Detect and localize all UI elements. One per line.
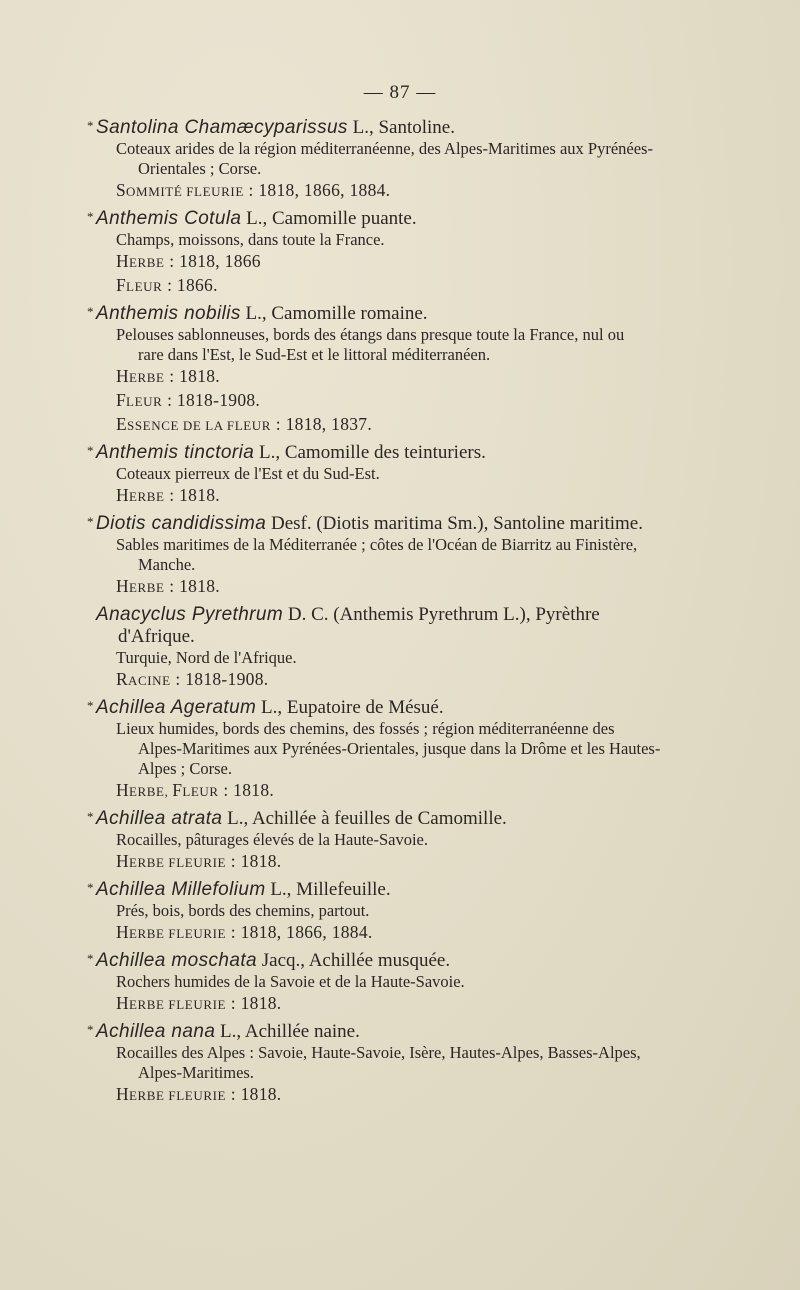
common-name: L., Santoline. [347, 117, 455, 138]
record-years: : 1818, 1866, 1884. [243, 180, 391, 200]
record-years: : 1818. [226, 993, 282, 1013]
record-years: : 1818. [164, 576, 220, 596]
latin-name: Anthemis tinctoria [96, 442, 255, 463]
record-part: ERBE FLEURIE [128, 855, 227, 870]
record-initial: H [116, 922, 129, 942]
entry-title [87, 303, 706, 325]
habitat-line: Champs, moissons, dans toute la France. [116, 230, 385, 249]
star-mark: * [87, 880, 94, 895]
record-line [96, 389, 706, 413]
common-name: L., Camomille romaine. [240, 303, 428, 324]
habitat-line: Rocailles, pâturages élevés de la Haute-Savoie. [116, 830, 429, 849]
record-initial: H [116, 1084, 129, 1104]
record-initial: F [116, 390, 127, 410]
record-part: ERBE [128, 580, 165, 595]
habitat-line: Rochers humides de la Savoie et de la Haute-Savoie. [116, 972, 465, 991]
record-line [96, 575, 706, 599]
record-initial: F [172, 780, 183, 800]
common-name: D. C. (Anthemis Pyrethrum L.), Pyrèthre [283, 604, 600, 625]
record-initial: F [116, 275, 127, 295]
record-years: : 1818. [226, 851, 282, 871]
plant-entry [87, 697, 706, 803]
plant-entry [87, 808, 706, 874]
latin-name: Achillea atrata [96, 808, 223, 829]
star-mark: * [87, 809, 94, 824]
title-continuation: d'Afrique. [118, 626, 195, 647]
common-name: L., Achillée à feuilles de Camomille. [222, 808, 507, 829]
plant-entry [87, 442, 706, 508]
latin-name: Anthemis Cotula [96, 208, 242, 229]
record-years: : 1818, 1866 [164, 251, 261, 271]
star-mark: * [87, 951, 94, 966]
record-part: ERBE [128, 370, 165, 385]
record-part: LEUR [182, 784, 219, 799]
habitat-description [96, 648, 706, 668]
habitat-line: Manche. [138, 555, 196, 574]
record-part: ERBE [128, 255, 165, 270]
star-mark: * [87, 118, 94, 133]
record-initial: S [116, 180, 127, 200]
latin-name: Achillea nana [96, 1021, 216, 1042]
record-initial: H [116, 576, 129, 596]
habitat-line: Alpes-Maritimes aux Pyrénées-Orientales, jusque dans la Drôme et les Hautes- [138, 739, 661, 758]
latin-name: Achillea Ageratum [96, 697, 257, 718]
latin-name: Diotis candidissima [96, 513, 267, 534]
habitat-line: Turquie, Nord de l'Afrique. [116, 648, 297, 667]
habitat-line: Alpes ; Corse. [138, 759, 232, 778]
entry-title [96, 604, 706, 648]
record-line [96, 779, 706, 803]
star-mark: * [87, 514, 94, 529]
star-mark: * [87, 304, 94, 319]
record-years: : 1818. [218, 780, 275, 800]
record-years: : 1818-1908. [162, 390, 261, 410]
common-name: L., Camomille puante. [241, 208, 417, 229]
latin-name: Achillea Millefolium [96, 879, 266, 900]
plant-entry [87, 513, 706, 599]
record-years: : 1818. [164, 366, 220, 386]
common-name: Desf. (Diotis maritima Sm.), Santoline maritime. [266, 513, 643, 534]
habitat-description [96, 230, 706, 250]
record-line [96, 413, 706, 437]
record-line [96, 668, 706, 692]
record-part: ACINE [127, 673, 171, 688]
habitat-line: Lieux humides, bords des chemins, des fossés ; région méditerranéenne des [116, 719, 615, 738]
habitat-line: Coteaux pierreux de l'Est et du Sud-Est. [116, 464, 380, 483]
habitat-description [96, 464, 706, 484]
common-name: L., Eupatoire de Mésué. [256, 697, 444, 718]
record-initial: H [116, 780, 129, 800]
record-line [96, 992, 706, 1016]
habitat-line: Pelouses sablonneuses, bords des étangs dans presque toute la France, nul ou [116, 325, 625, 344]
record-part: OMMITÉ FLEURIE [126, 184, 244, 199]
plant-entry [96, 604, 706, 692]
common-name: L., Camomille des teinturiers. [254, 442, 486, 463]
habitat-line: Alpes-Maritimes. [138, 1063, 254, 1082]
record-years: : 1818. [226, 1084, 282, 1104]
record-line [96, 250, 706, 274]
record-line [96, 921, 706, 945]
entry-title [87, 697, 706, 719]
record-part: ERBE [128, 489, 165, 504]
record-part: LEUR [126, 279, 163, 294]
record-initial: E [116, 414, 127, 434]
entry-title [87, 950, 706, 972]
plant-entry [87, 1021, 706, 1107]
record-part: LEUR [126, 394, 163, 409]
star-mark: * [87, 443, 94, 458]
record-part: SSENCE DE LA FLEUR [127, 418, 272, 433]
record-years: : 1818. [164, 485, 220, 505]
habitat-description [96, 719, 706, 779]
entry-title [87, 208, 706, 230]
habitat-description [96, 972, 706, 992]
record-initial: R [116, 669, 128, 689]
record-years: : 1818, 1837. [271, 414, 373, 434]
habitat-line: rare dans l'Est, le Sud-Est et le littoral méditerranéen. [138, 345, 491, 364]
plant-entry [87, 208, 706, 298]
entry-title [87, 442, 706, 464]
record-years: : 1818-1908. [170, 669, 269, 689]
latin-name: Anacyclus Pyrethrum [96, 604, 284, 625]
entry-title [87, 879, 706, 901]
plant-entry [87, 950, 706, 1016]
record-part: ERBE FLEURIE [128, 997, 227, 1012]
habitat-description [96, 325, 706, 365]
habitat-description [96, 830, 706, 850]
habitat-line: Prés, bois, bords des chemins, partout. [116, 901, 370, 920]
page-number: — 87 — [363, 82, 437, 103]
record-initial: H [116, 366, 129, 386]
record-line [96, 179, 706, 203]
entry-title [87, 117, 706, 139]
plant-entry [87, 879, 706, 945]
record-line [96, 1083, 706, 1107]
record-initial: H [116, 251, 129, 271]
habitat-line: Rocailles des Alpes : Savoie, Haute-Savoie, Isère, Hautes-Alpes, Basses-Alpes, [116, 1043, 641, 1062]
common-name: Jacq., Achillée musquée. [257, 950, 451, 971]
record-line [96, 274, 706, 298]
record-part: ERBE FLEURIE [128, 926, 227, 941]
habitat-description [96, 535, 706, 575]
common-name: L., Achillée naine. [215, 1021, 360, 1042]
latin-name: Santolina Chamæcyparissus [96, 117, 348, 138]
habitat-description [96, 139, 706, 179]
record-line [96, 365, 706, 389]
record-years: : 1866. [162, 275, 218, 295]
record-years: : 1818, 1866, 1884. [226, 922, 373, 942]
star-mark: * [87, 1022, 94, 1037]
star-mark: * [87, 209, 94, 224]
latin-name: Anthemis nobilis [96, 303, 241, 324]
habitat-description [96, 1043, 706, 1083]
record-initial: H [116, 851, 129, 871]
habitat-line: Coteaux arides de la région méditerranéenne, des Alpes-Maritimes aux Pyrénées- [116, 139, 653, 158]
habitat-line: Orientales ; Corse. [138, 159, 262, 178]
entry-title [87, 513, 706, 535]
common-name: L., Millefeuille. [265, 879, 391, 900]
record-part: ERBE FLEURIE [128, 1088, 227, 1103]
record-initial: H [116, 993, 129, 1013]
record-part: ERBE, [128, 784, 173, 799]
latin-name: Achillea moschata [96, 950, 257, 971]
record-line [96, 484, 706, 508]
plant-entry [87, 303, 706, 437]
record-initial: H [116, 485, 129, 505]
habitat-description [96, 901, 706, 921]
record-line [96, 850, 706, 874]
entry-title [87, 808, 706, 830]
plant-entry [87, 117, 706, 203]
habitat-line: Sables maritimes de la Méditerranée ; côtes de l'Océan de Biarritz au Finistère, [116, 535, 638, 554]
entries-list [87, 117, 706, 1107]
star-mark: * [87, 698, 94, 713]
entry-title [87, 1021, 706, 1043]
